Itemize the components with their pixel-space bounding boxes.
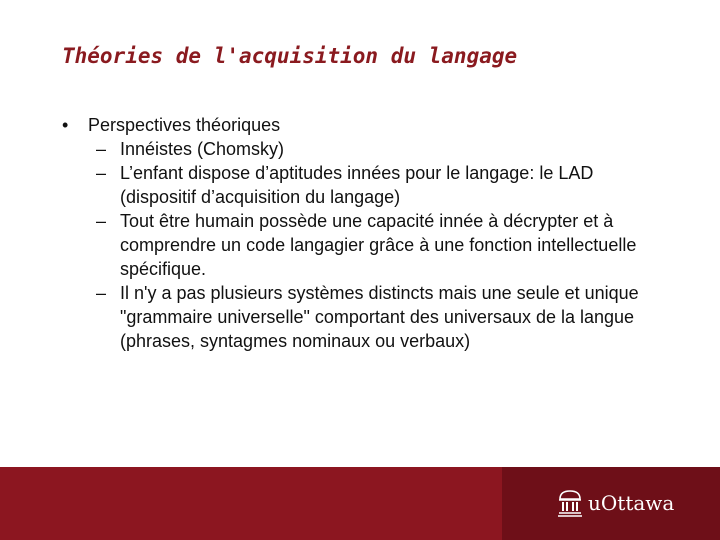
slide-content bbox=[62, 113, 672, 353]
dash-marker: – bbox=[96, 283, 107, 303]
dash-marker: – bbox=[96, 211, 107, 231]
sub-bullet-list bbox=[62, 137, 672, 353]
slide-title: Théories de l'acquisition du langage bbox=[62, 44, 518, 68]
sub-bullet-item bbox=[62, 209, 672, 281]
sub-bullet-item bbox=[62, 161, 672, 209]
footer-logo-panel bbox=[502, 467, 720, 540]
bullet-marker: • bbox=[62, 115, 69, 135]
university-building-icon bbox=[557, 489, 583, 517]
sub-bullet-text: Tout être humain possède une capacité innée à décrypter et à comprendre un code langagier grâce à une fonction intellectuelle spécifique. bbox=[120, 211, 637, 279]
sub-bullet-text: L’enfant dispose d’aptitudes innées pour le langage: le LAD (dispositif d’acquisition du langage) bbox=[120, 163, 594, 207]
sub-bullet-item bbox=[62, 137, 672, 161]
bullet-text: Perspectives théoriques bbox=[88, 115, 281, 135]
logo-text: uOttawa bbox=[588, 491, 675, 515]
uottawa-logo bbox=[557, 489, 674, 517]
dash-marker: – bbox=[96, 163, 107, 183]
sub-bullet-item bbox=[62, 281, 672, 353]
sub-bullet-text: Innéistes (Chomsky) bbox=[120, 139, 285, 159]
bullet-item bbox=[62, 113, 672, 137]
dash-marker: – bbox=[96, 139, 107, 159]
footer-band bbox=[0, 467, 720, 540]
sub-bullet-text: Il n'y a pas plusieurs systèmes distincts mais une seule et unique "grammaire universelle" comportant des universaux de la langue (phrases, syntagmes nominaux ou verbaux) bbox=[120, 283, 639, 351]
